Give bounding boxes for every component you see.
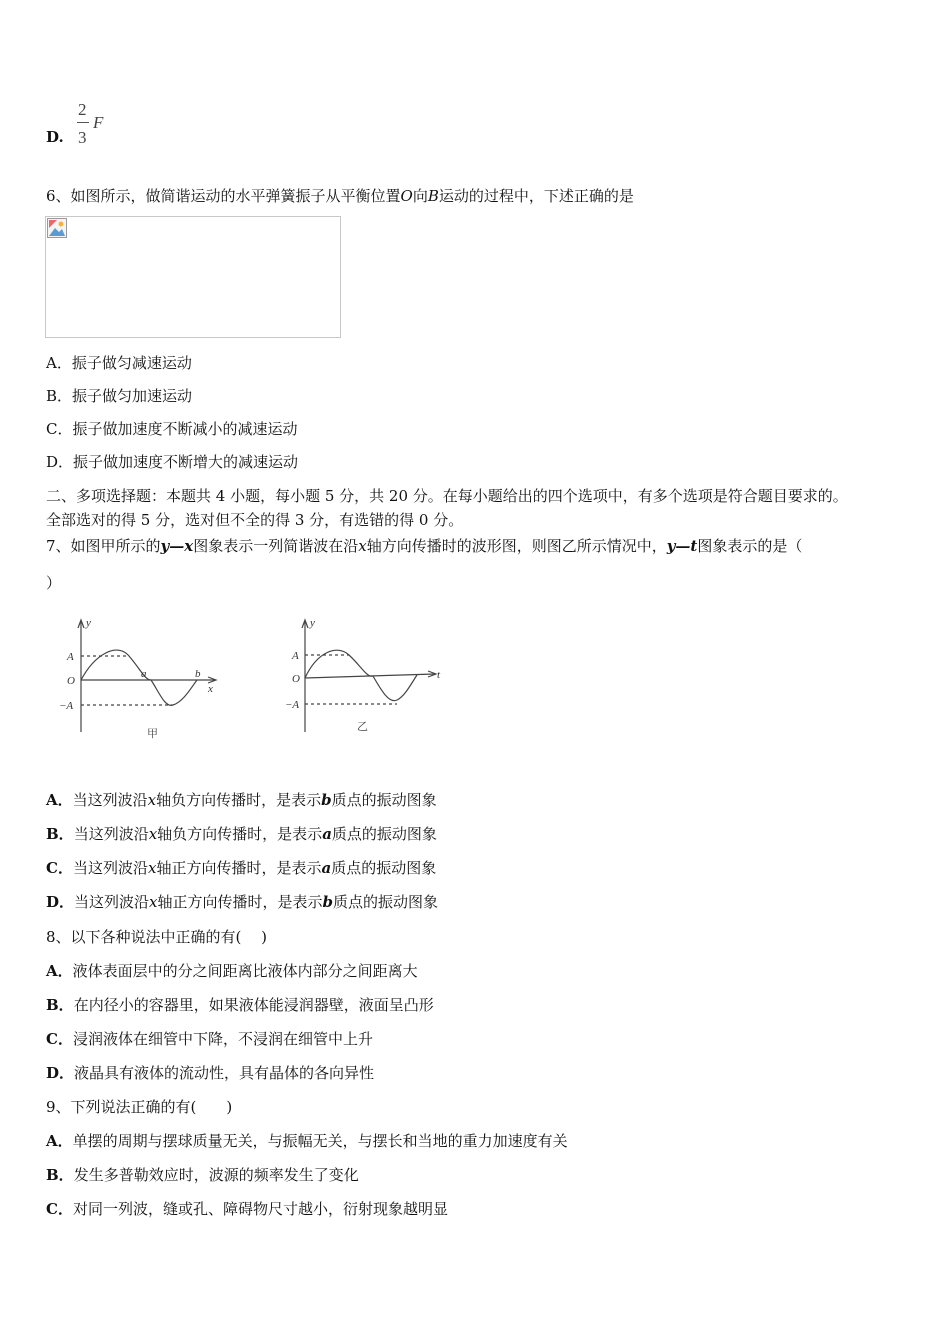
- q5-option-d-label: D.: [46, 128, 64, 146]
- section2-instructions-line1: 二、多项选择题：本题共 4 小题，每小题 5 分，共 20 分。在每小题给出的四个选项中，有多个选项是符合题目要求的。: [46, 487, 848, 505]
- figure-jia-wave-graph: [55, 612, 230, 742]
- caption-yi: 乙: [357, 721, 368, 733]
- q7-option-a: A．当这列波沿x轴负方向传播时，是表示b质点的振动图象: [46, 791, 437, 809]
- q6-stem: 6、如图所示，做简谐运动的水平弹簧振子从平衡位置O向B运动的过程中，下述正确的是: [46, 187, 634, 205]
- label-y: y: [310, 617, 315, 629]
- fraction-bar: [77, 122, 89, 123]
- q9-stem: 9、下列说法正确的有( ): [46, 1098, 233, 1116]
- q8-stem: 8、以下各种说法中正确的有( ): [46, 928, 268, 946]
- label-negA: −A: [285, 699, 300, 711]
- fraction-numerator: 2: [78, 100, 87, 119]
- q9-option-c: C．对同一列波，缝或孔、障碍物尺寸越小，衍射现象越明显: [46, 1200, 448, 1218]
- waveform-curve: [81, 650, 197, 705]
- fraction-variable: F: [93, 113, 104, 132]
- label-O: O: [292, 673, 300, 685]
- label-t: t: [437, 669, 441, 681]
- q9-option-a: A．单摆的周期与摆球质量无关，与振幅无关，与摆长和当地的重力加速度有关: [46, 1132, 568, 1150]
- caption-jia: 甲: [147, 728, 158, 740]
- q7-option-c: C．当这列波沿x轴正方向传播时，是表示a质点的振动图象: [46, 859, 437, 877]
- label-A: A: [67, 651, 74, 663]
- q8-option-b: B．在内径小的容器里，如果液体能浸润器壁，液面呈凸形: [46, 996, 434, 1014]
- q7-option-b: B．当这列波沿x轴负方向传播时，是表示a质点的振动图象: [46, 825, 437, 843]
- q7-stem: 7、如图甲所示的y—x图象表示一列简谐波在沿x轴方向传播时的波形图，则图乙所示情况中，y—t图象表示的是（: [46, 537, 803, 555]
- q7-stem-close: ）: [46, 574, 62, 592]
- q8-option-c: C．浸润液体在细管中下降，不浸润在细管中上升: [46, 1030, 373, 1048]
- figure-yi-vibration-graph: [285, 612, 450, 742]
- label-x: x: [208, 683, 213, 695]
- fraction-denominator: 3: [78, 128, 87, 147]
- label-b: b: [195, 668, 201, 680]
- broken-image-icon: [47, 218, 67, 238]
- label-negA: −A: [59, 700, 74, 712]
- q6-option-b: B．振子做匀加速运动: [46, 387, 193, 405]
- label-A: A: [292, 650, 299, 662]
- label-y: y: [86, 617, 91, 629]
- q8-option-a: A．液体表面层中的分之间距离比液体内部分之间距离大: [46, 962, 418, 980]
- label-O: O: [67, 675, 75, 687]
- q6-option-a: A．振子做匀减速运动: [46, 354, 192, 372]
- q7-option-d: D．当这列波沿x轴正方向传播时，是表示b质点的振动图象: [46, 893, 439, 911]
- q6-option-d: D．振子做加速度不断增大的减速运动: [46, 453, 299, 471]
- q9-option-b: B．发生多普勒效应时，波源的频率发生了变化: [46, 1166, 359, 1184]
- q6-figure-placeholder: [45, 216, 341, 338]
- label-a: a: [141, 668, 147, 680]
- section2-instructions-line2: 全部选对的得 5 分，选对但不全的得 3 分，有选错的得 0 分。: [46, 511, 464, 529]
- q8-option-d: D．液晶具有液体的流动性，具有晶体的各向异性: [46, 1064, 375, 1082]
- q6-option-c: C．振子做加速度不断减小的减速运动: [46, 420, 298, 438]
